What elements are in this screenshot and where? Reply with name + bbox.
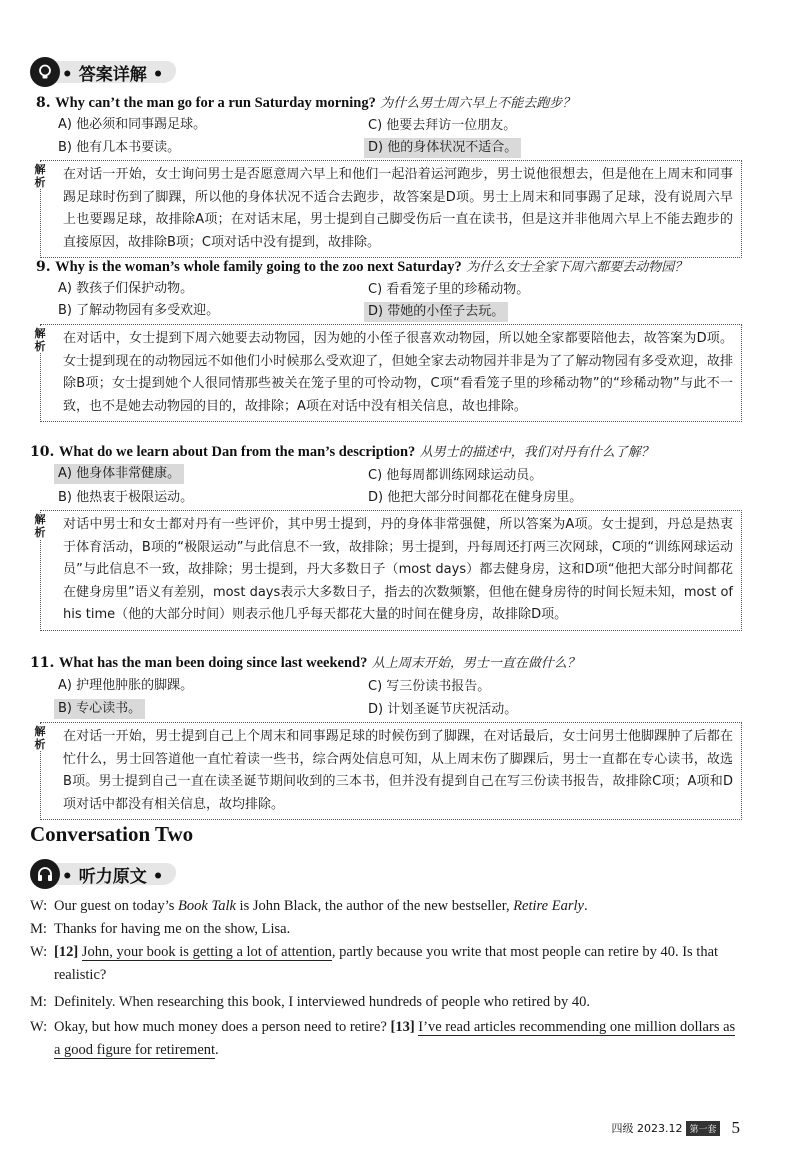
analysis-11-text: 在对话一开始，男士提到自己上个周末和同事踢足球的时候伤到了脚踝，在对话最后，女士问男士他脚踝肿了后都在忙什么，男士回答道他一直忙着读一些书，综合两处信息可知，从上周末伤了脚踝后，男士一直都在专心读书，故选B项。男士提到自己一直在读圣诞节期间收到的三本书，但并没有提到自己在写三份读书报告，故排除C项；A项和D项对话中都没有相关信息，故均排除。 (63, 729, 733, 812)
question-9: 9. Why is the woman’s whole family going to the zoo next Saturday? 为什么女士全家下周六都要去动物园？ (36, 259, 688, 275)
transcript-line: M: Thanks for having me on the show, Lisa. (30, 921, 291, 937)
analysis-8 (34, 160, 742, 258)
question-8: 8. Why can’t the man go for a run Saturday morning? 为什么男士周六早上不能去跑步？ (36, 95, 576, 111)
set-tag: 第一套 (686, 1121, 719, 1136)
headphones-icon (30, 859, 60, 889)
conversation-title: Conversation Two (30, 822, 194, 846)
transcript-line: W: [12] John, your book is getting a lot of attention, partly because you write that most people can retire by 40. Is that realistic? (30, 944, 719, 983)
lightbulb-icon (30, 57, 60, 87)
option-10b: B) 他热衷于极限运动。 (58, 490, 194, 505)
transcript-line: M: Definitely. When researching this book, I interviewed hundreds of people who retired by 40. (30, 994, 590, 1010)
analysis-9-text: 在对话中，女士提到下周六她要去动物园，因为她的小侄子很喜欢动物园，所以她全家都要陪他去，故答案为D项。女士提到现在的动物园远不如他们小时候那么受欢迎了，但她全家去动物园并非是为了了解动物园有多受欢迎，故排除B项；女士提到她个人很同情那些被关在笼子里的可怜动物，C项“看看笼子里的珍稀动物”的“珍稀动物”与此不一致，也不是她去动物园的目的，故排除；A项在对话中没有相关信息，故也排除。 (63, 331, 733, 414)
analysis-tag: 解析 (34, 163, 46, 189)
option-10a-answer: A) 他身体非常健康。 (54, 464, 184, 484)
option-11b-answer: B) 专心读书。 (54, 699, 145, 719)
option-9a: A) 教孩子们保护动物。 (58, 281, 194, 296)
answers-header-label: • 答案详解 • (62, 64, 164, 85)
option-11c: C) 写三份读书报告。 (368, 679, 491, 694)
option-9c: C) 看看笼子里的珍稀动物。 (368, 282, 530, 297)
analysis-10: 解析 对话中男士和女士都对丹有一些评价，其中男士提到，丹的身体非常强健，所以答案为A项。女士提到，丹总是热衷于体育活动，B项的“极限运动”与此信息不一致，故排除；男士提到，丹每周还打两三次网球，C项的“训练网球运动员”与此信息不一致，故排除；男士提到，丹大多数日子（most days）都去健身房，这和D项“他把大部分时间都花在健身房里”语义有差别，most days表示大多数日子，指去的次数频繁，但他在健身房待的时间长短未知，most of his time（他的大部分时间）则表示他几乎每天都花大量的时间在健身房，故排除D项。 (40, 510, 742, 631)
option-8c: C) 他要去拜访一位朋友。 (368, 118, 517, 133)
option-11a: A) 护理他肿胀的脚踝。 (58, 678, 194, 693)
option-8b: B) 他有几本书要读。 (58, 140, 181, 155)
analysis-10-text: 对话中男士和女士都对丹有一些评价，其中男士提到，丹的身体非常强健，所以答案为A项。女士提到，丹总是热衷于体育活动，B项的“极限运动”与此信息不一致，故排除；男士提到，丹每周还打两三次网球，C项的“训练网球运动员”与此信息不一致，故排除；男士提到，丹大多数日子（most days）都去健身房，这和D项“他把大部分时间都花在健身房里”语义有差别，most days表示大多数日子，指去的次数频繁，但他在健身房待的时间长短未知，most of his time（他的大部分时间）则表示他几乎每天都花大量的时间在健身房，故排除D项。 (63, 517, 733, 622)
page-number: 5 (731, 1118, 740, 1137)
analysis-8-text: 在对话一开始，女士询问男士是否愿意周六早上和他们一起沿着运河跑步，男士说他很想去，但是他在上周末和同事踢足球时伤到了脚踝，所以他的身体状况不适合去跑步，故答案是D项。男士上周末和同事踢了足球，没有说周六早上也要踢足球，故排除A项；在对话末尾，男士提到自己脚受伤后一直在读书，但是这并非他周六早上不能去跑步的直接原因，故排除B项；C项对话中没有提到，故排除。 (63, 167, 733, 250)
option-8a: A) 他必须和同事踢足球。 (58, 117, 207, 132)
transcript-line: W: Okay, but how much money does a person need to retire? [13] I’ve read articles recommending one million dollars as a good figure for retirement. (30, 1019, 736, 1058)
page-footer (612, 1118, 741, 1138)
issue-label: 四级 2023.12 (611, 1122, 683, 1135)
option-11d: D) 计划圣诞节庆祝活动。 (368, 702, 518, 717)
option-10c: C) 他每周都训练网球运动员。 (368, 468, 543, 483)
option-9d-answer: D) 带她的小侄子去玩。 (364, 302, 508, 322)
option-9b: B) 了解动物园有多受欢迎。 (58, 303, 220, 318)
option-8d-answer: D) 他的身体状况不适合。 (364, 138, 521, 158)
analysis-11: 解析 在对话一开始，男士提到自己上个周末和同事踢足球的时候伤到了脚踝，在对话最后，女士问男士他脚踝肿了后都在忙什么，男士回答道他一直忙着读一些书，综合两处信息可知，从上周末伤了脚踝后，男士一直都在专心读书，故选B项。男士提到自己一直在读圣诞节期间收到的三本书，但并没有提到自己在写三份读书报告，故排除C项；A项和D项对话中都没有相关信息，故均排除。 (40, 722, 742, 820)
transcript-header-label: • 听力原文 • (62, 866, 164, 887)
question-10: 10. What do we learn about Dan from the man’s description? 从男士的描述中，我们对丹有什么了解？ (30, 444, 654, 460)
answers-header (30, 56, 176, 88)
transcript-line: W: Our guest on today’s Book Talk is John Black, the author of the new bestseller, Retire Early. (30, 898, 588, 914)
question-11: 11. What has the man been doing since last weekend? 从上周末开始，男士一直在做什么？ (30, 655, 580, 671)
analysis-9: 解析 在对话中，女士提到下周六她要去动物园，因为她的小侄子很喜欢动物园，所以她全家都要陪他去，故答案为D项。女士提到现在的动物园远不如他们小时候那么受欢迎了，但她全家去动物园并非是为了了解动物园有多受欢迎，故排除B项；女士提到她个人很同情那些被关在笼子里的可怜动物，C项“看看笼子里的珍稀动物”的“珍稀动物”与此不一致，也不是她去动物园的目的，故排除；A项在对话中没有相关信息，故也排除。 (40, 324, 742, 422)
transcript-header (30, 858, 176, 890)
option-10d: D) 他把大部分时间都花在健身房里。 (368, 490, 583, 505)
